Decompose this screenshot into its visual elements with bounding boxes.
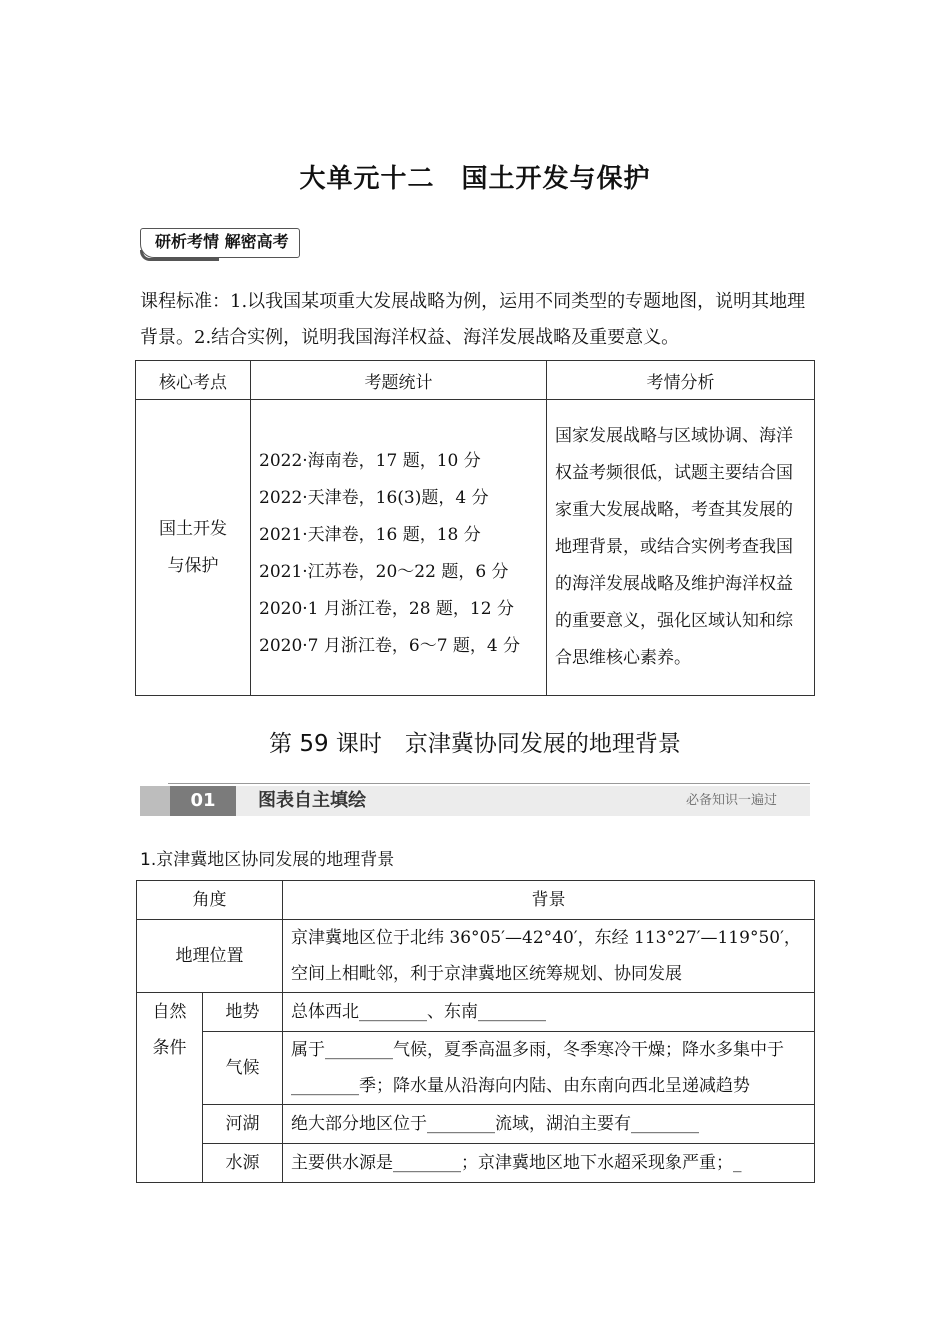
background-table [136,880,815,1183]
section-bar-accent [140,786,170,816]
location-text: 京津冀地区位于北纬 36°05′—42°40′，东经 113°27′—119°50′，空间上相毗邻，利于京津冀地区统筹规划、协同发展 [283,920,815,993]
nature-label-line: 条件 [152,1038,187,1058]
section-bar-line [168,783,810,784]
section-bar-title: 图表自主填绘 [258,790,366,811]
stat-line: 2022·海南卷，17 题，10 分 [259,451,481,471]
terrain-text: 总体西北________、东南________ [283,993,815,1032]
stat-line: 2021·天津卷，16 题，18 分 [259,525,481,545]
exam-analysis-table [135,360,815,696]
nature-label-line: 自然 [152,1002,187,1022]
course-standard: 课程标准：1.以我国某项重大发展战略为例，运用不同类型的专题地图，说明其地理背景。2.结合实例，说明我国海洋权益、海洋发展战略及重要意义。 [140,291,806,348]
terrain-label: 地势 [203,993,283,1032]
stat-line: 2020·7 月浙江卷，6～7 题，4 分 [259,636,521,656]
stats-cell [251,400,547,696]
river-text: 绝大部分地区位于________流域，湖泊主要有________ [283,1105,815,1144]
table-header: 角度 [137,881,283,920]
section-heading: 1.京津冀地区协同发展的地理背景 [140,850,395,870]
water-label: 水源 [203,1144,283,1183]
analysis-cell: 国家发展战略与区域协调、海洋权益考频很低，试题主要结合国家重大发展战略，考查其发展的地理背景，或结合实例考查我国的海洋发展战略及维护海洋权益的重要意义，强化区域认知和综合思维核心素养。 [547,400,815,696]
core-topic-line: 与保护 [167,555,219,576]
section-bar-subtitle: 必备知识一遍过 [686,793,778,808]
table-header: 背景 [283,881,815,920]
location-label: 地理位置 [137,920,283,993]
section-tag: 研析考情 解密高考 [140,228,300,258]
section-number: 01 [170,786,236,816]
climate-label: 气候 [203,1032,283,1105]
river-label: 河湖 [203,1105,283,1144]
core-topic-cell [136,400,251,696]
core-topic-line: 国土开发 [159,518,227,539]
lesson-title: 第 59 课时 京津冀协同发展的地理背景 [269,731,681,757]
stat-line: 2021·江苏卷，20～22 题，6 分 [259,562,509,582]
table-header: 考题统计 [251,361,547,400]
nature-label-cell [137,993,203,1183]
table-header: 核心考点 [136,361,251,400]
page-title: 大单元十二 国土开发与保护 [299,164,651,194]
climate-text: 属于________气候，夏季高温多雨，冬季寒冷干燥；降水多集中于________季；降水量从沿海向内陆、由东南向西北呈递减趋势 [283,1032,815,1105]
stat-line: 2022·天津卷，16(3)题，4 分 [259,488,489,508]
table-header: 考情分析 [547,361,815,400]
stat-line: 2020·1 月浙江卷，28 题，12 分 [259,599,514,619]
water-text: 主要供水源是________；京津冀地区地下水超采现象严重；_ [283,1144,815,1183]
